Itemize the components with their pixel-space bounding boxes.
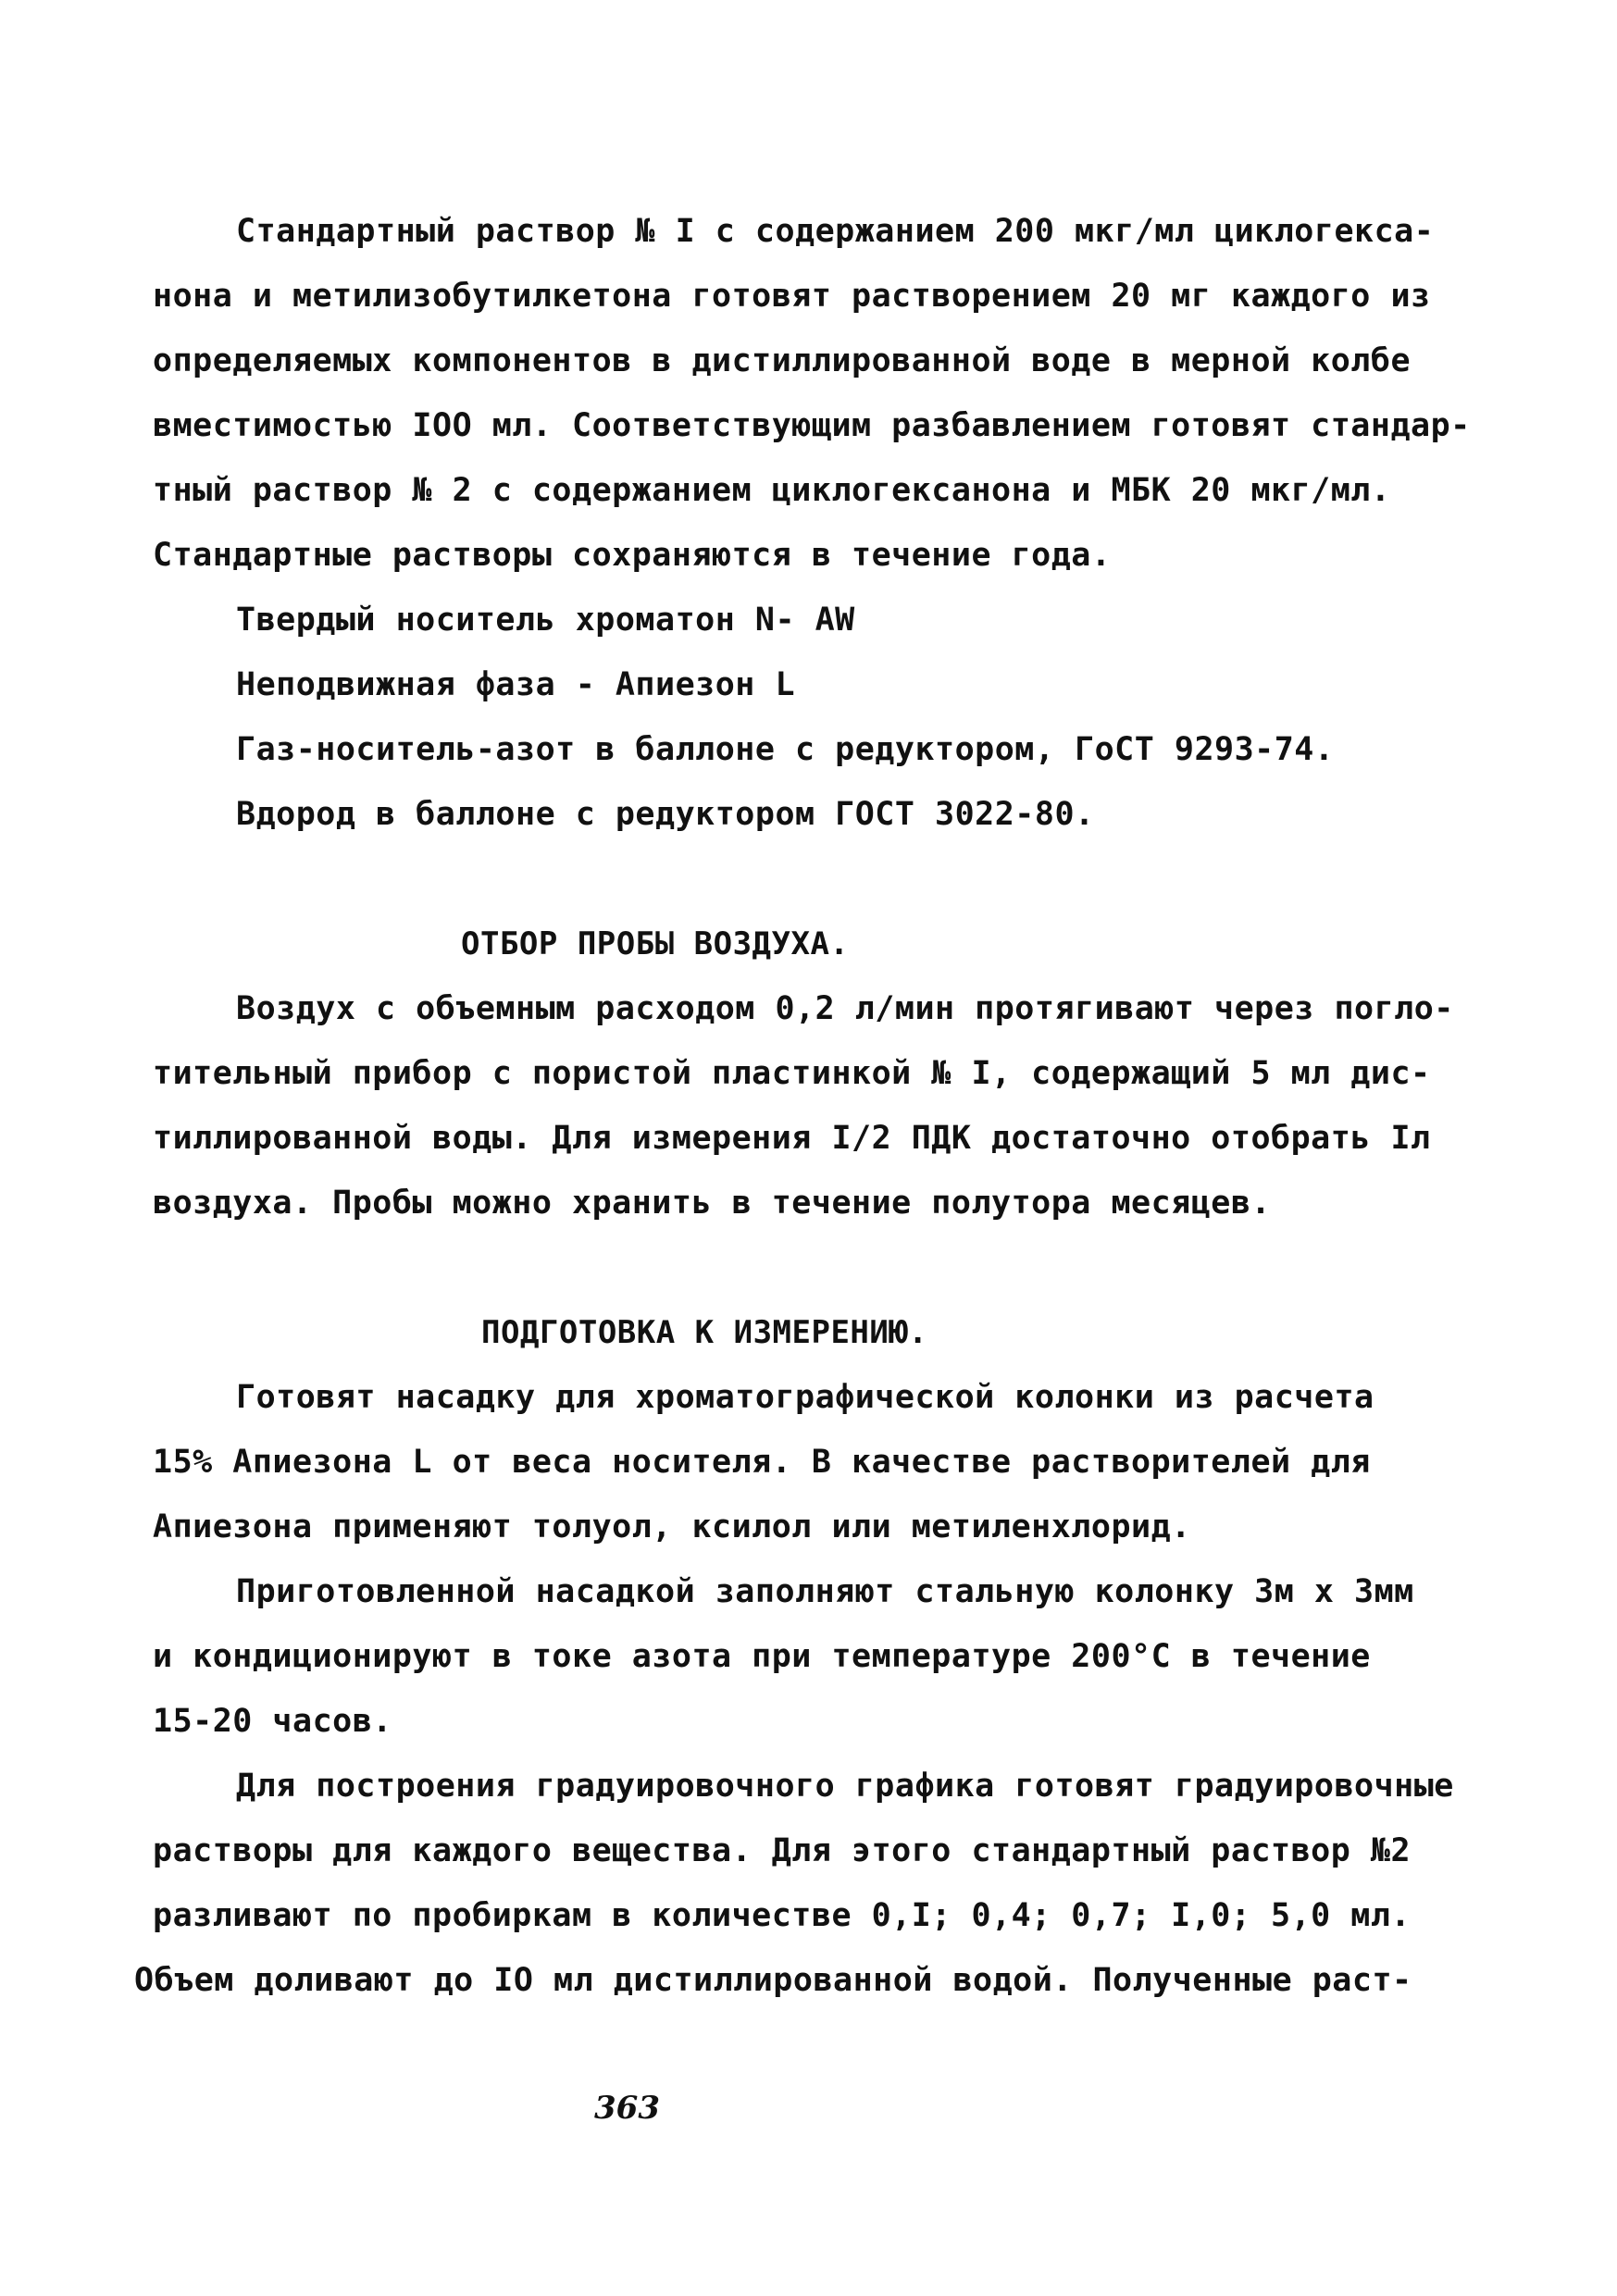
text-line: тный раствор № 2 с содержанием циклогексанона и МБК 20 мкг/мл. [153, 472, 1391, 509]
text-line: Объем доливают до IO мл дистиллированной водой. Полученные раст- [134, 1962, 1412, 1999]
material-line: Неподвижная фаза - Апиезон L [236, 666, 796, 703]
page-number: 363 [594, 2090, 660, 2127]
text-line: Приготовленной насадкой заполняют стальную колонку 3м х 3мм [236, 1573, 1414, 1610]
material-line: Вдород в баллоне с редуктором ГОСТ 3022-80. [236, 796, 1095, 833]
text-line: разливают по пробиркам в количестве 0,I; 0,4; 0,7; I,0; 5,0 мл. [153, 1897, 1412, 1934]
text-line: Стандартный раствор № I с содержанием 200 мкг/мл циклогекса- [236, 213, 1435, 250]
text-line: нона и метилизобутилкетона готовят растворением 20 мг каждого из [153, 278, 1431, 315]
text-line: воздуха. Пробы можно хранить в течение полутора месяцев. [153, 1185, 1272, 1222]
text-line: и кондиционируют в токе азота при температуре 200°С в течение [153, 1638, 1371, 1675]
text-line: вместимостью IOO мл. Соответствующим разбавлением готовят стандар- [153, 407, 1471, 444]
text-line: определяемых компонентов в дистиллированной воде в мерной колбе [153, 342, 1412, 379]
material-line: Твердый носитель хроматон N- AW [236, 602, 855, 639]
section-heading-air-sampling: ОТБОР ПРОБЫ ВОЗДУХА. [461, 925, 850, 962]
text-line: растворы для каждого вещества. Для этого стандартный раствор №2 [153, 1832, 1412, 1869]
text-line: 15-20 часов. [153, 1703, 392, 1740]
section-heading-preparation: ПОДГОТОВКА К ИЗМЕРЕНИЮ. [481, 1314, 928, 1351]
text-line: 15% Апиезона L от веса носителя. В качестве растворителей для [153, 1444, 1371, 1481]
text-line: Апиезона применяют толуол, ксилол или метиленхлорид. [153, 1508, 1191, 1545]
text-line: Воздух с объемным расходом 0,2 л/мин протягивают через погло- [236, 990, 1454, 1027]
text-line: тительный прибор с пористой пластинкой № I, содержащий 5 мл дис- [153, 1055, 1431, 1092]
text-line: Для построения градуировочного графика готовят градуировочные [236, 1768, 1454, 1805]
material-line: Газ-носитель-азот в баллоне с редуктором, ГоСТ 9293-74. [236, 731, 1335, 768]
text-line: тиллированной воды. Для измерения I/2 ПДК достаточно отобрать Iл [153, 1120, 1431, 1157]
text-line: Стандартные растворы сохраняются в течение года. [153, 537, 1112, 574]
text-line: Готовят насадку для хроматографической колонки из расчета [236, 1379, 1374, 1416]
